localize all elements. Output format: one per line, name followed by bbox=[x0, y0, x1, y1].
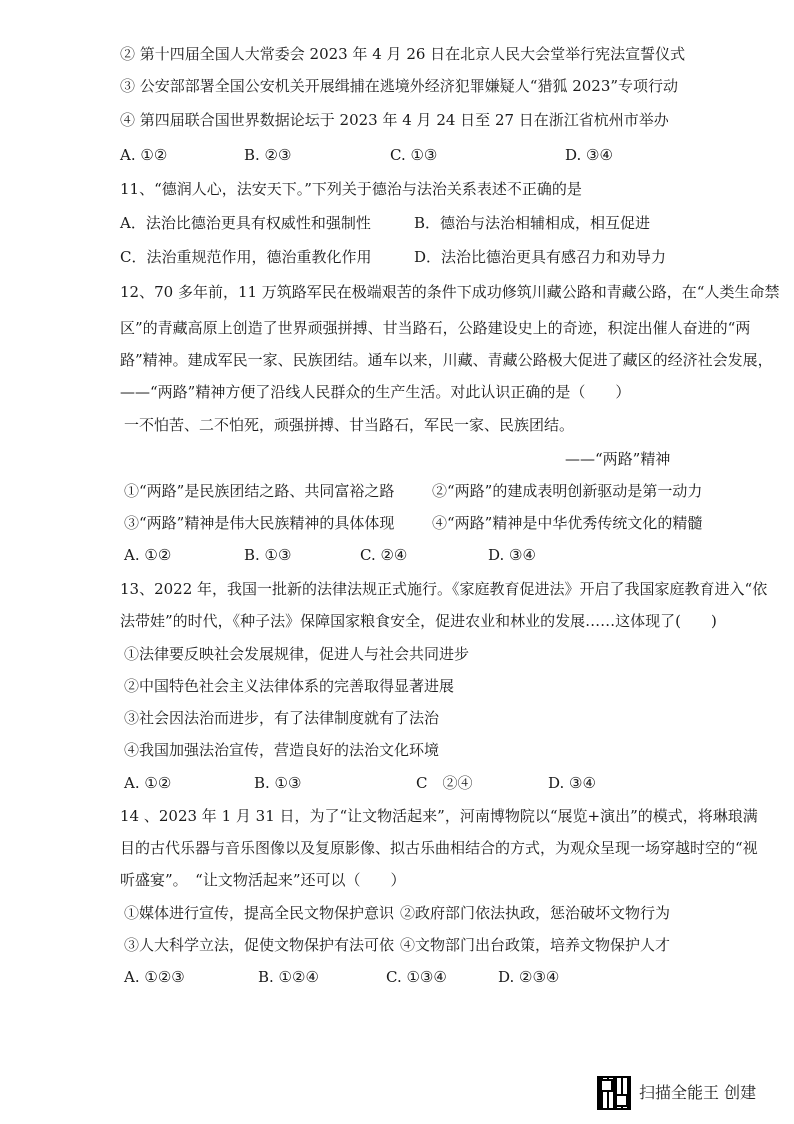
q13-stem-line-2: 法带娃”的时代，《种子法》保障国家粮食安全，促进农业和林业的发展……这体现了( ) bbox=[120, 612, 717, 630]
q12-stem-line-3: 路”精神。建成军民一家、民族团结。通车以来，川藏、青藏公路极大促进了藏区的经济社会发展， bbox=[120, 351, 773, 369]
q10-option-d: D. ③④ bbox=[565, 146, 613, 164]
q12-item-2: ②“两路”的建成表明创新驱动是第一动力 bbox=[432, 482, 703, 500]
q13-option-b: B. ①③ bbox=[254, 774, 302, 792]
q13-item-2: ②中国特色社会主义法律体系的完善取得显著进展 bbox=[124, 677, 455, 695]
q14-stem-line-3: 听盛宴”。 “让文物活起来”还可以（ ） bbox=[120, 871, 406, 889]
q14-option-c: C. ①③④ bbox=[386, 968, 447, 986]
q14-item-3: ③人大科学立法，促使文物保护有法可依 bbox=[124, 936, 395, 954]
q14-option-a: A. ①②③ bbox=[124, 968, 185, 986]
q11-option-d: D．法治比德治更具有感召力和劝导力 bbox=[414, 248, 667, 266]
q12-option-d: D. ③④ bbox=[488, 546, 536, 564]
q12-option-c: C. ②④ bbox=[360, 546, 408, 564]
q14-item-4: ④文物部门出台政策，培养文物保护人才 bbox=[400, 936, 671, 954]
qr-code-icon bbox=[597, 1076, 631, 1110]
q12-stem-line-4: ——“两路”精神方便了沿线人民群众的生产生活。对此认识正确的是（ ） bbox=[120, 383, 631, 401]
q14-stem-line-2: 目的古代乐器与音乐图像以及复原影像、拟古乐曲相结合的方式，为观众呈现一场穿越时空的“视 bbox=[120, 839, 758, 857]
q11-stem: 11、“德润人心，法安天下。”下列关于德治与法治关系表述不正确的是 bbox=[120, 180, 582, 198]
q12-quote-source: ——“两路”精神 bbox=[565, 450, 671, 468]
q14-option-d: D. ②③④ bbox=[498, 968, 560, 986]
q13-option-a: A. ①② bbox=[124, 774, 172, 792]
q11-option-b: B．德治与法治相辅相成，相互促进 bbox=[414, 214, 651, 232]
q13-option-d: D. ③④ bbox=[548, 774, 596, 792]
q12-item-1: ①“两路”是民族团结之路、共同富裕之路 bbox=[124, 482, 395, 500]
q12-option-b: B. ①③ bbox=[244, 546, 292, 564]
q12-stem-line-2: 区”的青藏高原上创造了世界顽强拼搏、甘当路石，公路建设史上的奇迹，积淀出催人奋进的“两 bbox=[120, 319, 751, 337]
q12-option-a: A. ①② bbox=[124, 546, 172, 564]
q13-stem-line-1: 13、2022 年，我国一批新的法律法规正式施行。《家庭教育促进法》开启了我国家庭教育进入“依 bbox=[120, 580, 768, 598]
q10-item-2: ② 第十四届全国人大常委会 2023 年 4 月 26 日在北京人民大会堂举行宪法宣誓仪式 bbox=[120, 45, 686, 63]
q11-option-a: A．法治比德治更具有权威性和强制性 bbox=[120, 214, 371, 232]
q12-quote: 一不怕苦、二不怕死，顽强拼搏、甘当路石，军民一家、民族团结。 bbox=[124, 416, 575, 434]
q10-item-4: ④ 第四届联合国世界数据论坛于 2023 年 4 月 24 日至 27 日在浙江省杭州市举办 bbox=[120, 111, 669, 129]
q13-item-4: ④我国加强法治宣传，营造良好的法治文化环境 bbox=[124, 741, 440, 759]
q10-item-3: ③ 公安部部署全国公安机关开展缉捕在逃境外经济犯罪嫌疑人“猎狐 2023”专项行动 bbox=[120, 77, 679, 95]
q11-option-c: C．法治重规范作用，德治重教化作用 bbox=[120, 248, 372, 266]
q13-item-3: ③社会因法治而进步，有了法律制度就有了法治 bbox=[124, 709, 440, 727]
q14-item-1: ①媒体进行宣传，提高全民文物保护意识 bbox=[124, 904, 395, 922]
q10-option-b: B. ②③ bbox=[244, 146, 292, 164]
q13-option-c: C ②④ bbox=[416, 774, 473, 792]
watermark-text: 扫描全能王 创建 bbox=[639, 1083, 757, 1102]
q12-stem-line-1: 12、70 多年前，11 万筑路军民在极端艰苦的条件下成功修筑川藏公路和青藏公路，在“人类生命禁 bbox=[120, 283, 780, 301]
q14-item-2: ②政府部门依法执政，惩治破坏文物行为 bbox=[400, 904, 671, 922]
q12-item-4: ④“两路”精神是中华优秀传统文化的精髓 bbox=[432, 514, 703, 532]
q14-option-b: B. ①②④ bbox=[258, 968, 319, 986]
q12-item-3: ③“两路”精神是伟大民族精神的具体体现 bbox=[124, 514, 395, 532]
q13-item-1: ①法律要反映社会发展规律，促进人与社会共同进步 bbox=[124, 645, 470, 663]
q10-option-c: C. ①③ bbox=[390, 146, 438, 164]
q14-stem-line-1: 14 、2023 年 1 月 31 日，为了“让文物活起来”，河南博物院以“展览+演出”的模式，将琳琅满 bbox=[120, 807, 758, 825]
scanner-watermark bbox=[597, 1076, 777, 1116]
q10-option-a: A. ①② bbox=[120, 146, 168, 164]
